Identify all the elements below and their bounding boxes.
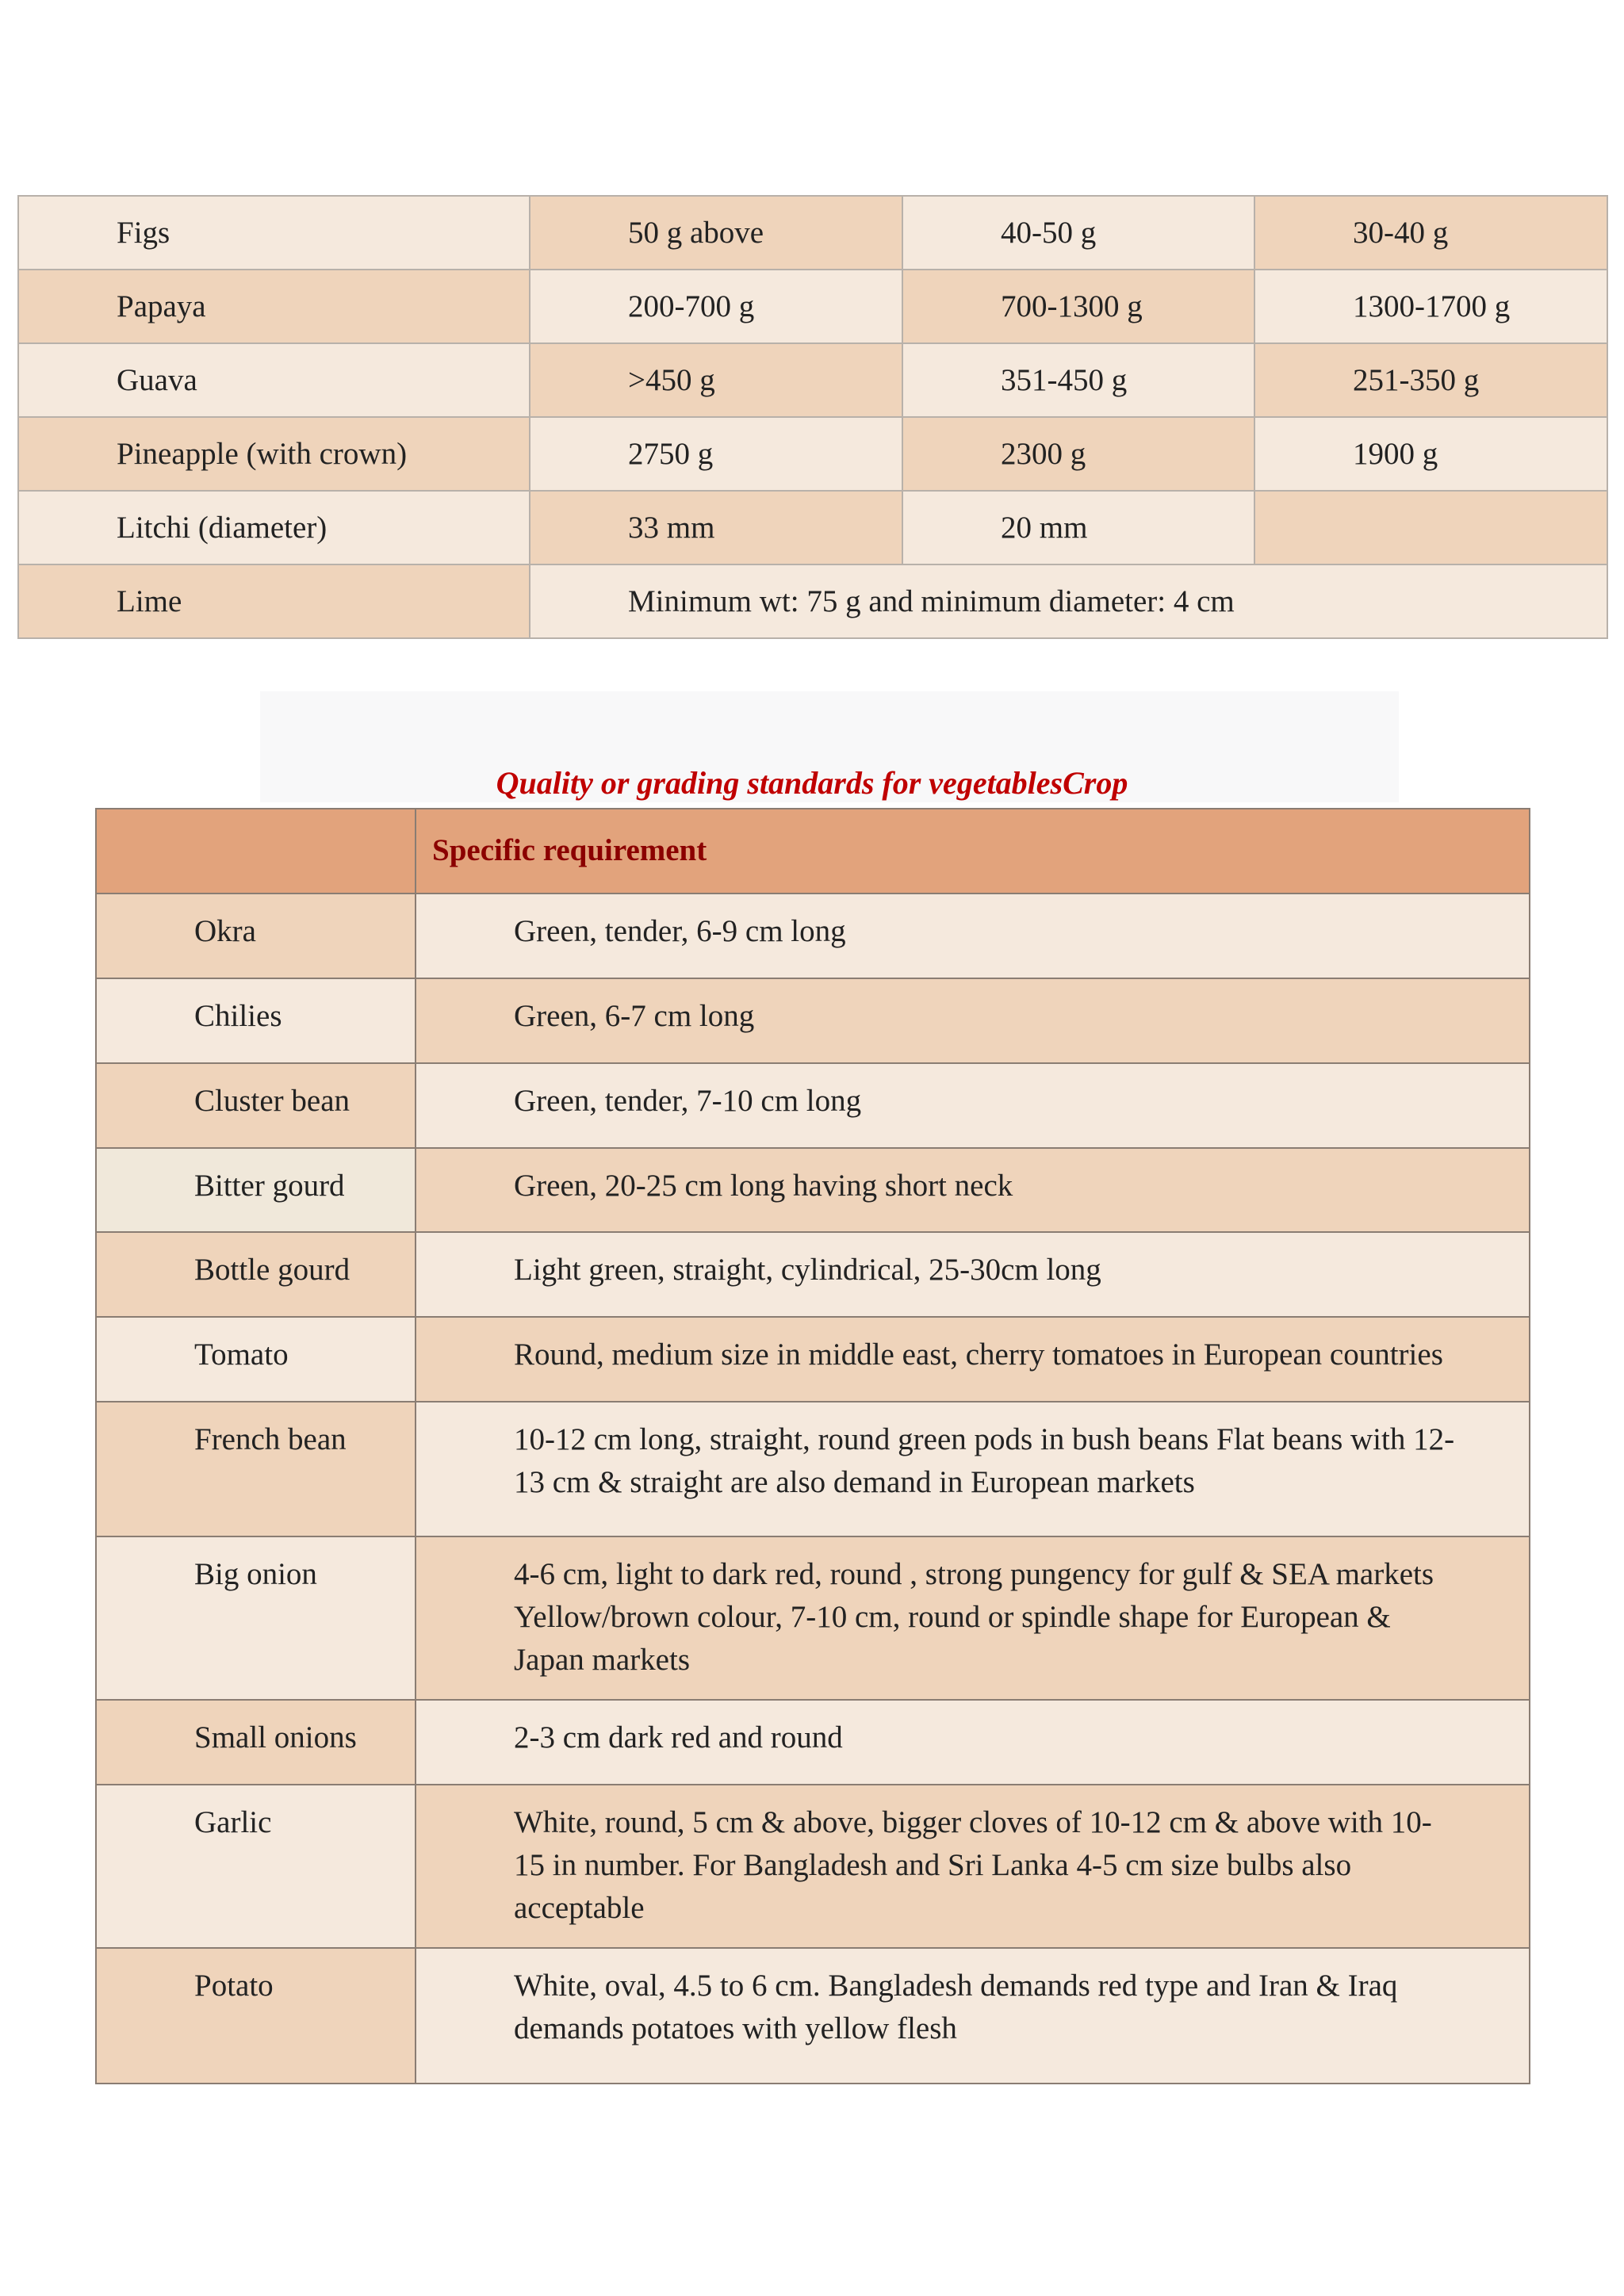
grade-cell: 20 mm [902,491,1254,564]
requirement-line: 10-12 cm long, straight, round green pods in bush beans Flat beans with 12- [514,1422,1455,1456]
table-row [18,491,1607,564]
table-row [96,1536,1530,1700]
merged-grade-cell: Minimum wt: 75 g and minimum diameter: 4 cm [530,564,1607,638]
crop-cell: Pineapple (with crown) [18,417,530,491]
crop-cell: Big onion [96,1536,416,1700]
requirement-cell [416,1785,1530,1948]
crop-cell: Okra [96,894,416,978]
crop-cell: Bottle gourd [96,1232,416,1317]
requirement-cell: Green, tender, 6-9 cm long [416,894,1530,978]
crop-cell: Chilies [96,978,416,1063]
requirement-line: Japan markets [514,1643,691,1677]
requirement-cell: Light green, straight, cylindrical, 25-30cm long [416,1232,1530,1317]
requirement-line: 15 in number. For Bangladesh and Sri Lanka 4-5 cm size bulbs also [514,1848,1352,1882]
table-header-row [96,809,1530,894]
crop-cell: French bean [96,1402,416,1536]
requirement-cell: Green, 20-25 cm long having short neck [416,1148,1530,1232]
table-row [18,196,1607,270]
table-row [96,1148,1530,1232]
table-caption: Quality or grading standards for vegetablesCrop [496,765,1128,801]
crop-cell: Papaya [18,270,530,343]
table-row [96,894,1530,978]
grade-cell: 30-40 g [1254,196,1607,270]
table-row [96,1700,1530,1785]
crop-cell: Litchi (diameter) [18,491,530,564]
grade-cell: 40-50 g [902,196,1254,270]
table-row [96,1785,1530,1948]
table-row [18,270,1607,343]
crop-cell: Figs [18,196,530,270]
grade-cell: >450 g [530,343,902,417]
grade-cell: 351-450 g [902,343,1254,417]
table-row [96,1063,1530,1148]
grade-cell: 200-700 g [530,270,902,343]
table-row [96,1948,1530,2084]
grade-cell: 33 mm [530,491,902,564]
grade-cell: 1900 g [1254,417,1607,491]
requirement-line: Yellow/brown colour, 7-10 cm, round or spindle shape for European & [514,1600,1391,1634]
crop-cell: Garlic [96,1785,416,1948]
grade-cell: 50 g above [530,196,902,270]
table-row [96,1317,1530,1402]
requirement-line: demands potatoes with yellow flesh [514,2011,957,2045]
table-row [18,417,1607,491]
crop-cell: Guava [18,343,530,417]
grade-cell: 700-1300 g [902,270,1254,343]
table-row [96,1232,1530,1317]
crop-cell: Small onions [96,1700,416,1785]
requirement-line: 4-6 cm, light to dark red, round , strong pungency for gulf & SEA markets [514,1557,1434,1591]
requirement-line: White, round, 5 cm & above, bigger cloves of 10-12 cm & above with 10- [514,1805,1432,1839]
crop-cell: Lime [18,564,530,638]
grade-cell: 251-350 g [1254,343,1607,417]
crop-cell: Potato [96,1948,416,2084]
requirement-line: White, oval, 4.5 to 6 cm. Bangladesh demands red type and Iran & Iraq [514,1969,1398,2003]
table-row [18,343,1607,417]
requirement-cell [416,1536,1530,1700]
crop-cell: Cluster bean [96,1063,416,1148]
grade-cell: 2300 g [902,417,1254,491]
grade-cell [1254,491,1607,564]
requirement-cell: Green, tender, 7-10 cm long [416,1063,1530,1148]
grade-cell: 2750 g [530,417,902,491]
table-row [96,1402,1530,1536]
crop-cell: Bitter gourd [96,1148,416,1232]
requirement-cell [416,1402,1530,1536]
vegetable-grading-table [95,808,1530,2084]
table-row [18,564,1607,638]
fruit-grading-table [17,195,1608,639]
table-row [96,978,1530,1063]
header-crop-cell [96,809,416,894]
requirement-cell: Green, 6-7 cm long [416,978,1530,1063]
requirement-cell: Round, medium size in middle east, cherry tomatoes in European countries [416,1317,1530,1402]
crop-cell: Tomato [96,1317,416,1402]
requirement-cell: 2-3 cm dark red and round [416,1700,1530,1785]
requirement-line: 13 cm & straight are also demand in European markets [514,1465,1195,1499]
requirement-cell [416,1948,1530,2084]
requirement-line: acceptable [514,1891,645,1925]
header-requirement-cell: Specific requirement [416,809,1530,894]
grade-cell: 1300-1700 g [1254,270,1607,343]
